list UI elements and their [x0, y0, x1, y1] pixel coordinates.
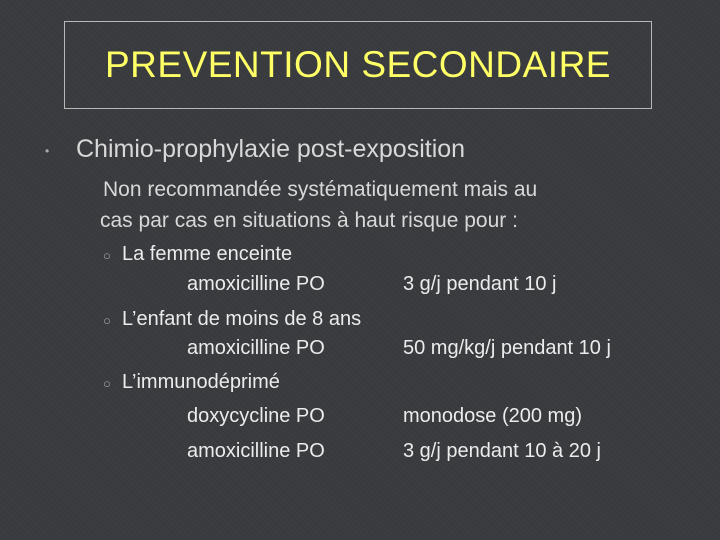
group3-row1-dose: monodose (200 mg)	[403, 405, 582, 427]
group2-row1-dose: 50 mg/kg/j pendant 10 j	[403, 337, 611, 359]
group2-label: L’enfant de moins de 8 ans	[122, 308, 362, 330]
group3-row1-drug: doxycycline PO	[187, 405, 325, 427]
level1-bullet-icon: •	[45, 144, 50, 158]
group3-row2-dose: 3 g/j pendant 10 à 20 j	[403, 440, 601, 462]
slide-title: PREVENTION SECONDAIRE	[105, 44, 611, 85]
group2-row1-drug: amoxicilline PO	[187, 337, 325, 359]
group1-label: La femme enceinte	[122, 243, 293, 265]
level2-line1: Non recommandée systématiquement mais au	[103, 178, 538, 201]
title-frame	[64, 21, 652, 109]
level2-line2: cas par cas en situations à haut risque pour :	[100, 209, 518, 232]
group1-row1-drug: amoxicilline PO	[187, 273, 325, 295]
group1-row1-dose: 3 g/j pendant 10 j	[403, 273, 557, 295]
group2-bullet-icon: ○	[103, 313, 111, 328]
group3-bullet-icon: ○	[103, 376, 111, 391]
group1-bullet-icon: ○	[103, 248, 111, 263]
group3-row2-drug: amoxicilline PO	[187, 440, 325, 462]
level1-text: Chimio-prophylaxie post-exposition	[76, 135, 466, 163]
group3-label: L’immunodéprimé	[122, 371, 280, 393]
